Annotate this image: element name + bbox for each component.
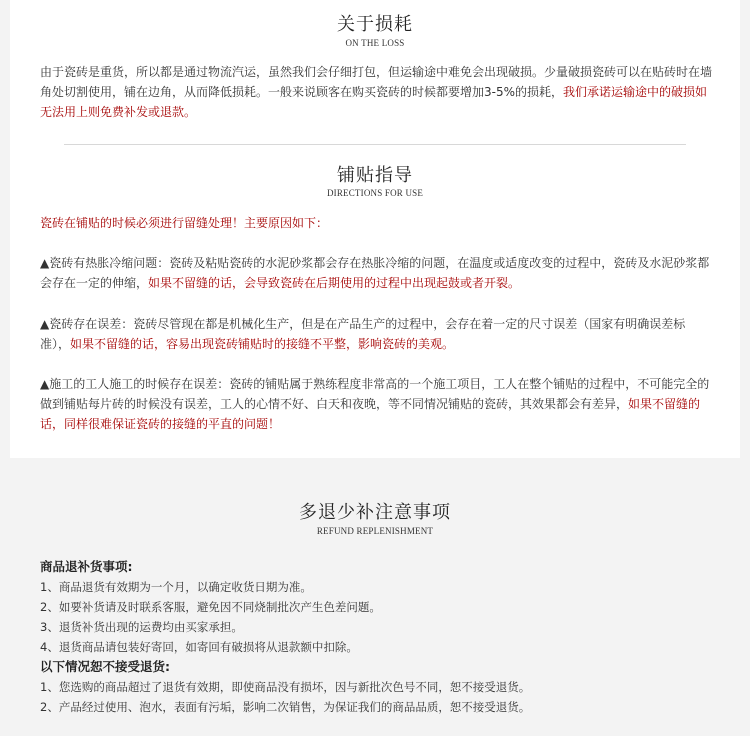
no-return-rule: 2、产品经过使用、泡水，表面有污垢，影响二次销售，为保证我们的商品品质，恕不接受退货。 [40,700,531,714]
refund-subtitle: REFUND REPLENISHMENT [316,526,434,536]
directions-intro: 瓷砖在铺贴的时候必须进行留缝处理！主要原因如下： [40,216,329,230]
loss-title: 关于损耗 [337,14,413,35]
directions-title: 铺贴指导 [337,165,413,186]
direction-item-expansion: ▲瓷砖有热胀冷缩问题：瓷砖及粘贴瓷砖的水泥砂浆都会存在热胀冷缩的问题，在温度或适度改变的过程中，瓷砖及水泥砂浆都会存在一定的伸缩，如果不留缝的话，会导致瓷砖在后期使用的过程中出现起鼓或者开裂。 [40,256,710,290]
direction-item-error: ▲瓷砖存在误差：瓷砖尽管现在都是机械化生产，但是在产品生产的过程中，会存在着一定的尺寸误差（国家有明确误差标准），如果不留缝的话，容易出现瓷砖铺贴时的接缝不平整，影响瓷砖的美观。 [40,317,686,351]
direction-item-workers: ▲施工的工人施工的时候存在误差：瓷砖的铺贴属于熟练程度非常高的一个施工项目，工人在整个铺贴的过程中，不可能完全的做到铺贴每片砖的时候没有误差，工人的心情不好、白天和夜晚，等不同情况铺贴的瓷砖，其效果都会有差异，如果不留缝的话，同样很难保证瓷砖的接缝的平直的问题！ [40,377,710,431]
refund-heading: 商品退补货事项: [40,559,133,574]
no-return-rule: 1、您选购的商品超过了退货有效期，即使商品没有损坏，因与新批次色号不同，恕不接受退货。 [40,680,531,694]
refund-rule: 3、退货补货出现的运费均由买家承担。 [40,620,243,634]
refund-rule: 1、商品退货有效期为一个月，以确定收货日期为准。 [40,580,312,594]
loss-paragraph [40,62,712,122]
loss-text: 由于瓷砖是重货，所以都是通过物流汽运，虽然我们会仔细打包，但运输途中难免会出现破损。少量破损瓷砖可以在贴砖时在墙角处切割使用，铺在边角，从而降低损耗。一般来说顾客在购买瓷砖的时候都要增加3-5%的损耗， [40,65,713,99]
section-divider [64,144,686,145]
refund-title: 多退少补注意事项 [299,502,451,523]
refund-rule: 4、退货商品请包装好寄回，如寄回有破损将从退款额中扣除。 [40,640,358,654]
directions-subtitle: DIRECTIONS FOR USE [326,188,424,198]
loss-promise: 我们承诺运输途中的破损如无法用上则免费补发或退款。 [40,85,708,119]
refund-rule: 2、如要补货请及时联系客服，避免因不同烧制批次产生色差问题。 [40,600,381,614]
no-return-heading: 以下情况恕不接受退货: [40,659,170,674]
loss-subtitle: ON THE LOSS [345,38,405,48]
